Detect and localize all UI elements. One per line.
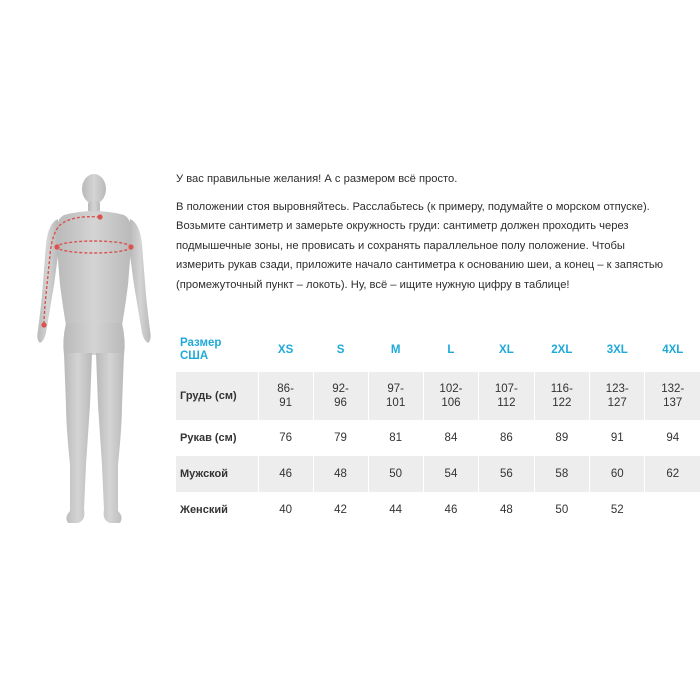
size-header-xs: XS <box>258 328 313 372</box>
table-cell <box>590 420 645 456</box>
table-cell <box>534 420 589 456</box>
table-cell <box>313 372 368 420</box>
cell-value: 132- <box>661 383 685 395</box>
size-header-3xl: 3XL <box>590 328 645 372</box>
cell-value: 127 <box>607 397 627 409</box>
cell-value: 54 <box>444 468 458 480</box>
table-cell <box>479 420 534 456</box>
cell-value: 81 <box>389 432 403 444</box>
body-silhouette-illustration <box>28 165 160 535</box>
instructions-text <box>176 170 676 303</box>
size-header-s: S <box>313 328 368 372</box>
cell-value: 50 <box>555 504 569 516</box>
cell-value: 102- <box>439 383 463 395</box>
cell-value: 94 <box>666 432 680 444</box>
table-cell <box>645 372 700 420</box>
cell-value: 122 <box>552 397 572 409</box>
row-label: Рукав (см) <box>180 432 237 444</box>
size-system-header <box>176 328 258 372</box>
cell-value: 40 <box>279 504 292 516</box>
table-cell <box>645 456 700 492</box>
table-cell <box>645 420 700 456</box>
table-cell <box>479 372 534 420</box>
table-cell <box>645 492 700 528</box>
table-cell <box>368 456 423 492</box>
table-cell <box>368 420 423 456</box>
cell-value: 96 <box>334 397 347 409</box>
table-cell <box>258 372 313 420</box>
table-cell <box>423 420 478 456</box>
table-cell <box>258 492 313 528</box>
chest-row <box>176 372 700 420</box>
mens-size-row <box>176 456 700 492</box>
table-cell <box>590 492 645 528</box>
table-cell <box>479 492 534 528</box>
womens-size-row <box>176 492 700 528</box>
cell-value: 106 <box>441 397 461 409</box>
sleeve-row <box>176 420 700 456</box>
cell-value: 62 <box>666 468 680 480</box>
table-cell <box>534 492 589 528</box>
row-label: Женский <box>180 504 228 516</box>
cell-value: 137 <box>663 397 683 409</box>
cell-value: 89 <box>555 432 569 444</box>
cell-value: 123- <box>605 383 629 395</box>
cell-value: 91 <box>279 397 292 409</box>
cell-value: 107- <box>494 383 518 395</box>
table-cell <box>479 456 534 492</box>
table-cell <box>368 492 423 528</box>
size-header-l: L <box>423 328 478 372</box>
size-chart-table <box>176 328 700 528</box>
table-cell <box>423 372 478 420</box>
table-cell <box>258 456 313 492</box>
human-figure-icon <box>28 165 160 535</box>
cell-value: 86- <box>277 383 294 395</box>
row-label: Мужской <box>176 456 258 492</box>
size-header-xl: XL <box>479 328 534 372</box>
cell-value: 79 <box>334 432 347 444</box>
table-cell <box>423 492 478 528</box>
cell-value: 86 <box>500 432 513 444</box>
cell-value: 112 <box>497 397 516 409</box>
cell-value: 42 <box>334 504 347 516</box>
table-cell <box>313 492 368 528</box>
table-cell <box>590 456 645 492</box>
cell-value: 48 <box>500 504 513 516</box>
cell-value: 101 <box>386 397 406 409</box>
size-header-row <box>176 328 700 372</box>
cell-value: 56 <box>500 468 513 480</box>
cell-value: 46 <box>279 468 292 480</box>
cell-value: 91 <box>610 432 624 444</box>
intro-line: У вас правильные желания! А с размером всё просто. <box>176 173 458 185</box>
size-system-country: США <box>180 350 209 362</box>
table-cell <box>368 372 423 420</box>
table-cell <box>423 456 478 492</box>
size-header-2xl: 2XL <box>534 328 589 372</box>
table-cell <box>313 420 368 456</box>
table-cell <box>534 372 589 420</box>
cell-value: 116- <box>550 383 573 395</box>
cell-value: 58 <box>555 468 569 480</box>
table-cell <box>258 420 313 456</box>
size-header-m: M <box>368 328 423 372</box>
cell-value: 84 <box>444 432 458 444</box>
size-header-4xl: 4XL <box>645 328 700 372</box>
cell-value: 92- <box>332 383 349 395</box>
cell-value: 50 <box>389 468 403 480</box>
table-cell <box>313 456 368 492</box>
table-cell <box>534 456 589 492</box>
size-system-label: Размер <box>180 337 222 349</box>
cell-value: 46 <box>444 504 458 516</box>
cell-value: 48 <box>334 468 347 480</box>
cell-value: 60 <box>610 468 624 480</box>
cell-value: 97- <box>387 383 404 395</box>
cell-value: 76 <box>279 432 292 444</box>
cell-value: 44 <box>389 504 403 516</box>
table-cell <box>590 372 645 420</box>
instructions-paragraph: В положении стоя выровняйтесь. Расслабьтесь (к примеру, подумайте о морском отпуске). Возьмите сантиметр и замерьте окружность груди: сантиметр должен проходить через подмышечные зоны, не провисать и сохранять параллельное полу положение. Чтобы измерить рукав сзади, приложите начало сантиметра к основанию шеи, а конец – к запястью (промежуточный пункт – локоть). Ну, всё – ищите нужную цифру в таблице! <box>176 200 664 291</box>
row-label: Грудь (см) <box>176 372 258 420</box>
cell-value: 52 <box>610 504 624 516</box>
